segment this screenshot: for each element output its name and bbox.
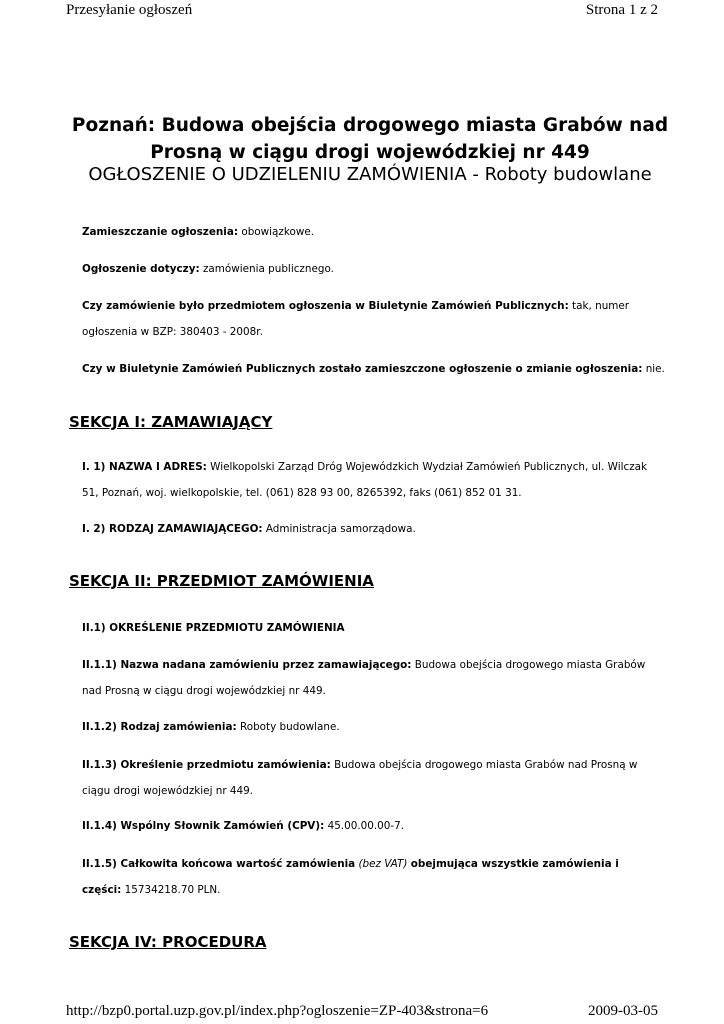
field-name-address bbox=[82, 454, 662, 506]
field-value: 15734218.70 PLN. bbox=[124, 884, 221, 896]
field-total-value bbox=[82, 851, 662, 903]
field-placement bbox=[82, 219, 662, 245]
print-footer-url: http://bzp0.portal.uzp.gov.pl/index.php?ogloszenie=ZP-403&strona=6 bbox=[66, 1003, 489, 1019]
field-value: tak, numer bbox=[572, 300, 630, 312]
field-label-continued: obejmująca wszystkie zamówienia i bbox=[410, 858, 619, 870]
title-line-1: Poznań: Budowa obejścia drogowego miasta Grabów nad bbox=[71, 115, 669, 136]
field-contract-name bbox=[82, 652, 662, 704]
field-label: I. 2) RODZAJ ZAMAWIAJĄCEGO: bbox=[82, 523, 263, 535]
field-value-continued: nad Prosną w ciągu drogi wojewódzkiej nr 449. bbox=[82, 685, 326, 697]
field-contract-kind bbox=[82, 714, 662, 740]
field-value-continued: 51, Poznań, woj. wielkopolskie, tel. (061) 828 93 00, 8265392, faks (061) 852 01 31. bbox=[82, 487, 522, 499]
field-contract-subject bbox=[82, 752, 662, 804]
field-value: nie. bbox=[645, 363, 665, 375]
field-label: II.1.5) Całkowita końcowa wartość zamówienia bbox=[82, 858, 356, 870]
field-value: Budowa obejścia drogowego miasta Grabów bbox=[414, 659, 646, 671]
field-cpv bbox=[82, 813, 662, 839]
section-heading-contracting-authority: SEKCJA I: ZAMAWIAJĄCY bbox=[69, 413, 273, 431]
field-label: Ogłoszenie dotyczy: bbox=[82, 263, 200, 275]
subsection-heading-text: II.1) OKREŚLENIE PRZEDMIOTU ZAMÓWIENIA bbox=[82, 622, 345, 634]
field-value: Administracja samorządowa. bbox=[265, 523, 416, 535]
field-note: (bez VAT) bbox=[358, 858, 408, 870]
field-label: II.1.2) Rodzaj zamówienia: bbox=[82, 721, 237, 733]
field-value-continued: ogłoszenia w BZP: 380403 - 2008r. bbox=[82, 326, 263, 338]
field-authority-type bbox=[82, 516, 662, 542]
section-heading-procedure: SEKCJA IV: PROCEDURA bbox=[69, 933, 267, 951]
field-label: II.1.3) Określenie przedmiotu zamówienia: bbox=[82, 759, 331, 771]
field-value: Roboty budowlane. bbox=[239, 721, 340, 733]
subsection-heading bbox=[82, 615, 662, 641]
document-title bbox=[70, 112, 670, 166]
field-label: Czy zamówienie było przedmiotem ogłoszenia w Biuletynie Zamówień Publicznych: bbox=[82, 300, 569, 312]
field-bzp bbox=[82, 293, 662, 345]
field-value: obowiązkowe. bbox=[241, 226, 315, 238]
field-value-continued: ciągu drogi wojewódzkiej nr 449. bbox=[82, 785, 254, 797]
field-concerns bbox=[82, 256, 662, 282]
field-label-end: części: bbox=[82, 884, 122, 896]
field-value: Wielkopolski Zarząd Dróg Wojewódzkich Wydział Zamówień Publicznych, ul. Wilczak bbox=[210, 461, 648, 473]
section-heading-subject: SEKCJA II: PRZEDMIOT ZAMÓWIENIA bbox=[69, 572, 374, 590]
print-footer-date: 2009-03-05 bbox=[588, 1003, 658, 1019]
document-subtitle: OGŁOSZENIE O UDZIELENIU ZAMÓWIENIA - Roboty budowlane bbox=[88, 164, 652, 185]
print-header-title: Przesyłanie ogłoszeń bbox=[66, 2, 193, 18]
field-label: II.1.4) Wspólny Słownik Zamówień (CPV): bbox=[82, 820, 325, 832]
print-header-page-number: Strona 1 z 2 bbox=[585, 2, 658, 18]
field-change-notice bbox=[82, 356, 665, 382]
field-label: I. 1) NAZWA I ADRES: bbox=[82, 461, 207, 473]
field-label: Czy w Biuletynie Zamówień Publicznych zostało zamieszczone ogłoszenie o zmianie ogłoszenia: bbox=[82, 363, 643, 375]
title-line-2: Prosną w ciągu drogi wojewódzkiej nr 449 bbox=[150, 142, 590, 163]
field-value: 45.00.00.00-7. bbox=[327, 820, 405, 832]
field-label: Zamieszczanie ogłoszenia: bbox=[82, 226, 239, 238]
field-value: zamówienia publicznego. bbox=[202, 263, 334, 275]
field-label: II.1.1) Nazwa nadana zamówieniu przez zamawiającego: bbox=[82, 659, 412, 671]
field-value: Budowa obejścia drogowego miasta Grabów nad Prosną w bbox=[334, 759, 638, 771]
